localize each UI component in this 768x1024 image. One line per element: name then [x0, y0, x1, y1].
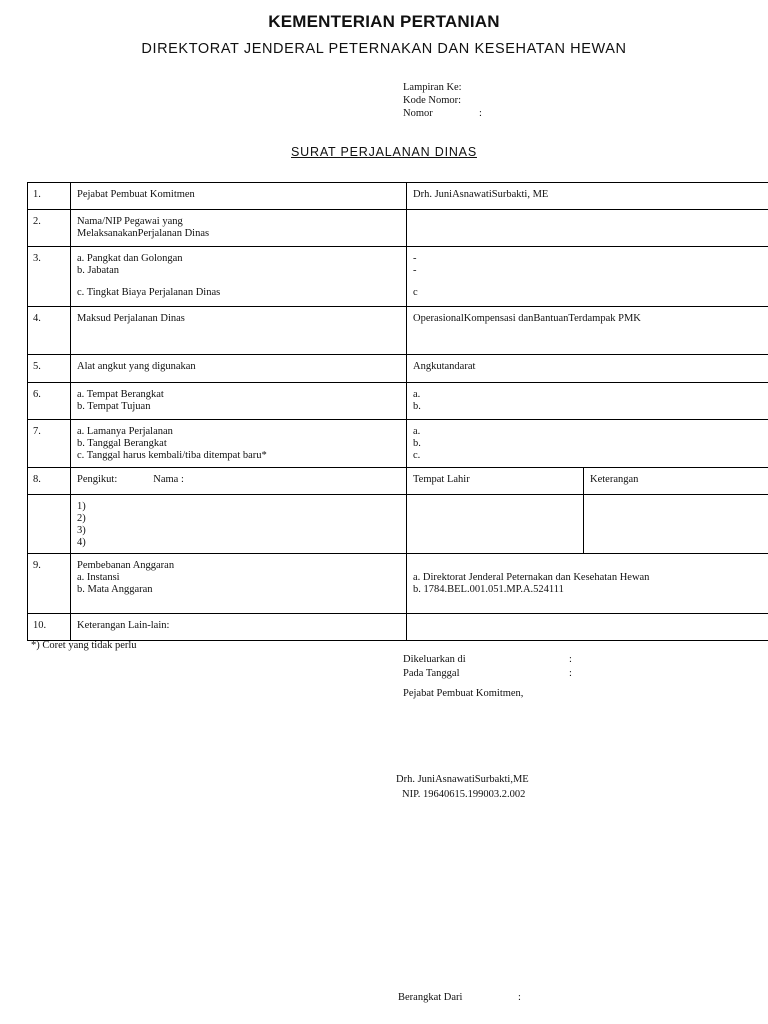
table-row: [28, 383, 768, 420]
row-value: OperasionalKompensasi danBantuanTerdampak PMK: [407, 307, 768, 355]
row-number: 5.: [28, 355, 71, 383]
keterangan-header: Keterangan: [584, 468, 768, 495]
sub-value-a: -: [413, 253, 417, 264]
sub-label: Pembebanan Anggaran: [77, 560, 175, 571]
tempat-lahir-cell: [407, 495, 584, 554]
pada-tanggal-label: Pada Tanggal: [403, 668, 460, 679]
sub-value-a: a. Direktorat Jenderal Peternakan dan Kesehatan Hewan: [413, 572, 650, 583]
sub-value-b: b.: [413, 401, 421, 412]
pada-tanggal-separator: :: [569, 668, 572, 679]
row-label: [71, 554, 407, 614]
signatory-name: Drh. JuniAsnawatiSurbakti,ME: [396, 774, 529, 785]
sub-label-b: b. Tempat Tujuan: [77, 401, 151, 412]
table-row: [28, 554, 768, 614]
row-value: Drh. JuniAsnawatiSurbakti, ME: [407, 183, 768, 210]
row-label: [71, 247, 407, 307]
keterangan-cell: [584, 495, 768, 554]
berangkat-label: Berangkat Dari: [398, 992, 463, 1003]
sub-value-a: a.: [413, 426, 421, 437]
dikeluarkan-label: Dikeluarkan di: [403, 654, 466, 665]
nama-label: Nama :: [153, 474, 184, 485]
row-value: [407, 614, 768, 641]
sub-label-b: b. Jabatan: [77, 265, 119, 276]
sub-label-a: a. Pangkat dan Golongan: [77, 253, 183, 264]
row-label: [71, 383, 407, 420]
row-number: 9.: [28, 554, 71, 614]
row-value: [407, 247, 768, 307]
row-label-line: MelaksanakanPerjalanan Dinas: [77, 228, 210, 239]
row-number: 3.: [28, 247, 71, 307]
row-value: [407, 554, 768, 614]
row-label: [71, 420, 407, 468]
row-value: [407, 210, 768, 247]
row-label: [71, 468, 407, 495]
nomor-label: Nomor: [403, 108, 433, 119]
row-number: 10.: [28, 614, 71, 641]
table-row: [28, 495, 768, 554]
directorate-title: DIREKTORAT JENDERAL PETERNAKAN DAN KESEHATAN HEWAN: [141, 41, 627, 57]
list-item: 1): [77, 501, 86, 512]
sub-label-c: c. Tanggal harus kembali/tiba ditempat baru*: [77, 450, 267, 461]
issued-line: [403, 654, 603, 666]
sub-value-c: c: [413, 287, 418, 298]
ministry-title: KEMENTERIAN PERTANIAN: [268, 12, 500, 31]
date-line: [403, 668, 603, 680]
row-label: [71, 210, 407, 247]
travel-order-table: [27, 182, 768, 641]
row-number: 6.: [28, 383, 71, 420]
nomor-separator: :: [479, 108, 482, 119]
sub-label-a: a. Lamanya Perjalanan: [77, 426, 173, 437]
sub-value-c: c.: [413, 450, 421, 461]
kode-nomor-label: Kode Nomor:: [403, 95, 462, 106]
row-label: Maksud Perjalanan Dinas: [71, 307, 407, 355]
list-item: 2): [77, 513, 86, 524]
sub-label-b: b. Tanggal Berangkat: [77, 438, 167, 449]
dikeluarkan-separator: :: [569, 654, 572, 665]
table-row: [28, 355, 768, 383]
row-label: Alat angkut yang digunakan: [71, 355, 407, 383]
meta-block: [403, 82, 482, 120]
row-number: 1.: [28, 183, 71, 210]
pengikut-label: Pengikut:: [77, 474, 118, 485]
signatory-nip: NIP. 19640615.199003.2.002: [402, 789, 526, 800]
table-row: [28, 247, 768, 307]
row-value: Angkutandarat: [407, 355, 768, 383]
row-number: 7.: [28, 420, 71, 468]
list-item: 4): [77, 537, 86, 548]
table-row: [28, 307, 768, 355]
row-number: [28, 495, 71, 554]
row-number: 2.: [28, 210, 71, 247]
sub-label-a: a. Tempat Berangkat: [77, 389, 164, 400]
footnote: *) Coret yang tidak perlu: [31, 640, 137, 651]
row-label-line: Nama/NIP Pegawai yang: [77, 216, 183, 227]
table-row: [28, 183, 768, 210]
berangkat-line: [398, 992, 598, 1004]
row-number: 4.: [28, 307, 71, 355]
nomor-line: [403, 108, 482, 120]
row-number: 8.: [28, 468, 71, 495]
table-row: [28, 210, 768, 247]
table-row: [28, 468, 768, 495]
table-row: [28, 420, 768, 468]
document-title: SURAT PERJALANAN DINAS: [291, 145, 477, 159]
row-value: [407, 383, 768, 420]
row-label: Keterangan Lain-lain:: [71, 614, 407, 641]
sub-value-b: b. 1784.BEL.001.051.MP.A.524111: [413, 584, 564, 595]
sub-value-b: -: [413, 265, 417, 276]
pengikut-list: [71, 495, 407, 554]
sub-value-b: b.: [413, 438, 421, 449]
sub-label-b: b. Mata Anggaran: [77, 584, 153, 595]
berangkat-separator: :: [518, 992, 521, 1003]
table-row: [28, 614, 768, 641]
row-value: [407, 420, 768, 468]
lampiran-label: Lampiran Ke:: [403, 82, 462, 93]
row-label: Pejabat Pembuat Komitmen: [71, 183, 407, 210]
sub-label-a: a. Instansi: [77, 572, 120, 583]
list-item: 3): [77, 525, 86, 536]
sub-label-c: c. Tingkat Biaya Perjalanan Dinas: [77, 287, 221, 298]
sub-value-a: a.: [413, 389, 421, 400]
pejabat-label: Pejabat Pembuat Komitmen,: [403, 688, 524, 699]
tempat-lahir-header: Tempat Lahir: [407, 468, 584, 495]
